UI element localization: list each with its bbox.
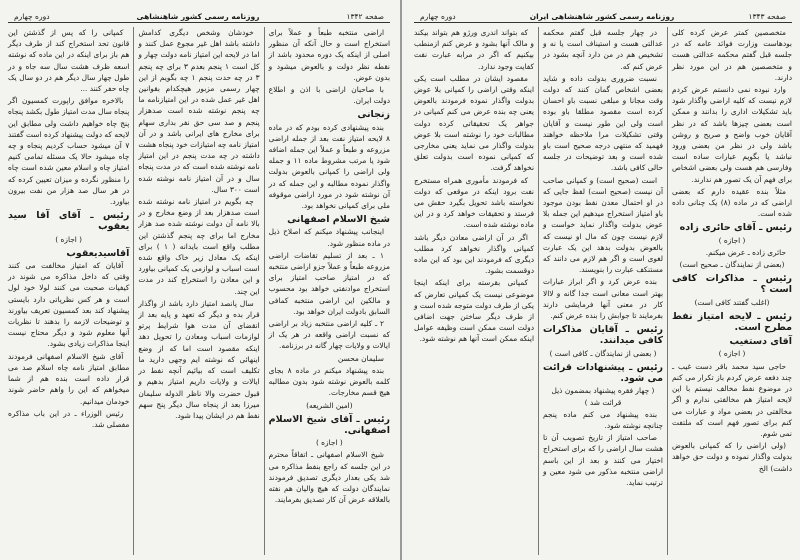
paragraph: متخصصین کمتر عرض کرده کلی بودهاست وزارت فوائد عامه که در جلسه قبل گفتم محکمه عدالتی هست و متخصصین هم در این مورد نظر دارند. bbox=[672, 28, 792, 82]
paragraph: وارد نبوده نمی دانستم عرض کردم لازم نیست که کلیه اراضی واگذار شود باید تشکیلات اداری را بدانند و ممکن است بعضی چیزها باشد که در نظر آقایان خوب واضح و صریح و روشن باشد ولی در نظر من بعضی ورود نباشد یا بگویم عبارات ساده است وفارسی هم هست ولی بعضی اشخاص برای فهم آن یک تصور هم ندارند. bbox=[672, 85, 792, 184]
speaker-heading: آقاسیدیعقوب bbox=[66, 247, 130, 259]
speaker-heading: رئیس ـ مذاکرات کافی است ؟ bbox=[672, 273, 792, 296]
paragraph: مقصود ایشان در مطلب است یکی اینکه وقتی اراضی را کمپانی بلا عوض بدولت واگذار نموده فرمودند بالعوض یعنی چه بنده عرض می کنم کمپانی در جواهر یک تحقیقاتی کرده دولت مطالبات خود را نوشته است بلا عوض بدولت واگذار می نماید یعنی مخارجی که کمپانی نموده است بدولت تعلق نخواهد گرفت. bbox=[414, 73, 534, 173]
paragraph: کمپانی بقرسته برای اینکه اینجا موضوعی نیست یک کمپانی تعارض که یکی از طرف دولت متوجه شده است و از طرف دیگر ساختن جهت اضافی دولت است ممکن است وظیفه عوامل اینکه ممکن است آنها هم نوشته شود. bbox=[414, 278, 534, 344]
text-column bbox=[667, 27, 796, 555]
paragraph: آقای شیخ الاسلام اصفهانی فرمودند مطابق امتیاز نامه چاه اسلام صد می قرار داده است بنده هم از شما میخواهم که این را واهم حاضر شوند خودمان میدانیم. bbox=[8, 351, 130, 406]
newspaper-title: روزنامه رسمی کشور شاهنشاهی ایران bbox=[529, 12, 675, 21]
paragraph: شیخ الاسلام اصفهانی ـ اتفاقاً محترم در این جلسه که راجع بنفط مذاکره می شد یکی بعدار دیگری تصدیق فرمودند نمایندگان دولت که هیچ والیان هم نفته بالعلاقه عرض آن کار تصدیق بفرمایند. bbox=[268, 450, 390, 505]
paragraph: صاحب امتیاز از تاریخ تصویب آن تا هشت سال اراضی را که برای استخراج اختیار می کنند و بعد از این باسم اراضی منتخبه مذکور می شود معین و ترتیب نماید. bbox=[543, 433, 663, 487]
speaker-heading: رئیس ـ پیشنهادات قرائت می شود. bbox=[543, 361, 663, 385]
paragraph: سال پانصد امتیاز دارد باشد از واگذار قرار بده و دیگر که تعهد و پایه بعد از انقضای آن مدت هوا شرایط پرتو لوازمات اسباب ومعادن را تحویل دهد اینکه مقصود است اما که از وضع اینهائی که نوشته ایم وجهی دارید ما تکلیف است که بیائیم آنچه نفط در ایالات و ولایات داریم امتیاز بدهیم و قبول حضرت والا ناظر الدوله سلیمان میرزا بعد از پنجاه سال دیگر پنج سهم نفط هم در ایشان پیدا شود. bbox=[138, 298, 260, 420]
paragraph: اراضی منتخبه طبعاً و عملاً برای استخراج است و حال آنکه آن منظور اصلی از اینکه یک دوره محدود باشد از نقطه نظر دولت و بالعوض میشود و بدون عوض. bbox=[268, 28, 390, 82]
paragraph: آقایان که امتیاز مخالفت می کنند وقتی که داخل مذاکره می شوند در کیفیات صحبت می کنند لولا خود لول است و هر کس نظریاتی دارد بایستی پیشنهاد کند بعد کمسیون تعریف بیاورند و توضیحات لازمه را بدهند تا نظریات آنها معلوم شود و دیگر محتاج نیست اینجا مذاکرات زیادی بشود. bbox=[8, 261, 130, 349]
paragraph: بنده پیشنهاد می کنم ماده پنجم چنانچه نوشته شود. bbox=[543, 409, 663, 430]
paragraph: اینجانب پیشنهاد میکنم که اصلاح ذیل در ماده منظور شود. bbox=[268, 227, 390, 248]
speaker-heading: رئیس ـ آقای حائری زاده bbox=[679, 222, 792, 234]
centered-note: ( اجازه ) bbox=[315, 438, 343, 448]
centered-note: ( اجازه ) bbox=[718, 235, 746, 245]
text-column bbox=[4, 27, 133, 555]
page-number: صفحه ۱۳۴۳ bbox=[748, 12, 786, 21]
paragraph: (ولی اراضی را که کمپانی بالعوض بدولت واگذار نموده و دولت حق خواهد داشت) الخ bbox=[672, 441, 792, 473]
paragraph: که فرمودند مأموری همراه مستخرج نفت برود اینکه در موقعی که دولت نخواسته باشد تحویل بگیرد حقش می فرستد و تحقیقات خواهد کرد و در این ماده نوشته شده است. bbox=[414, 175, 534, 230]
paragraph: ۱ ـ بعد از تسلیم تقاضات اراضی مزروعه طبعاً و عملاً جزو اراضی منتخبه که در امتیاز صاحب امتیاز برای استخراج موادنفتی خواهد بود محسوب و مالکین این اراضی منتخبه کمافی السابق بادولت ایران خواهد بود. bbox=[268, 250, 390, 316]
paragraph: سلیمان محسن bbox=[337, 353, 384, 363]
speaker-heading: زنجانی bbox=[357, 109, 390, 121]
centered-note: ( بعضی از نمایندگان ـ کافی است ) bbox=[549, 348, 657, 358]
page-header bbox=[8, 6, 390, 23]
text-column bbox=[538, 27, 667, 555]
text-column bbox=[264, 27, 394, 555]
paragraph: که بتواند اندری ورژو هم بتواند بیکند و مالک آنها بشود و عرض کنم ازمنطب بیکنیم که اگر در مرابه عبارت نفت کفایت وجود ندارد. bbox=[414, 28, 534, 71]
paragraph: حائری زاده ـ عرض میکنم. bbox=[705, 247, 786, 257]
paragraph: خودشان وشخص دیگری کدامش داشته باشد اهل غیر مجوع عمل کنند و اما در لایحه این امتیاز نامه دولت چهار و کل است ۱ پنجم بعدم ۳ برای چه پنجم ۳ در چه حدت پنجم ۱ چه بگویم از این چهار رسمی مزبور هیچکدام بقوانین اهل غیر عمل شده در این امتیازنامه ما چه پنجم نوشته شده است صدهزار پنجم و صد سی حق نفر بداری سهام برای مخارج های ایرانی باشد و در آن امتیاز نامه چه امتیازات خود پنجاه هشت داشته در چه مدت پنجم در این امتیاز نامه نوشته شده است که در مدت پنجاه سال و در آن امتیاز نامه نوشته شده است ۳۰۰ سال. bbox=[138, 28, 260, 194]
volume-label: دوره چهارم bbox=[420, 12, 456, 21]
paragraph: بالاخره موافق راپورت کمسیون اگر پنجاه سال مدت امتیاز طول بکشد پنجاه پنج چاه خواهیم داشت ولی مطابق این لایحه که دولت پیشنهاد کرده است گفتند ۷ آن میشود حساب کردیم پنجاه و چه چاه میشود حالا یک مسئله تمامی کنیم امتیاز چاه و اسلام معین شده است چاه را منظور نگرده و میزان تعیین کرده که در هر سال صد هزار من نفت بیرون بیاورد. bbox=[8, 96, 130, 207]
paragraph: بنده عرض کرد و اگر ابراز عبارات بهتر است معانی است جدا گانه و لاالا کار در معنی آنها فرمایشی دارند بفرمایند تا جوابش را بنده عرض کنم. bbox=[543, 277, 663, 321]
text-column bbox=[133, 27, 263, 555]
paragraph: نسبت ضروری بدولت داده و شاید بعضی اشخاص گمان کنند که دولت وقت مجانا و مبلغی نسبت باو احسان کرده است مقصود مطلقا باو بوده است ولی این طور نیست و آقایان وقتی تشکیلات مرا ملاحظه خواهند فهمید که منتهی درجه صحیح است باو شده است و بعد توضیحات در جلسه حالی کافی باشد. bbox=[543, 73, 663, 173]
speaker-heading: شیخ الاسلام اصفهانی bbox=[287, 214, 390, 226]
paragraph: ۲ ـ کلیه اراضی منتخبه زیاد بر اراضی که نسبت اراضی واقعه در هر یک از ایالات و ولایات چهار گانه در برزنامه. bbox=[268, 319, 390, 351]
centered-note: (امین الشریعه) bbox=[306, 400, 353, 410]
newspaper-title: روزنامه رسمی کشور شاهنشاهی bbox=[136, 12, 260, 21]
columns bbox=[410, 27, 796, 555]
speaker-heading: رئیس ـ آقای آقا سید یعقوب bbox=[8, 210, 130, 233]
page-header bbox=[414, 6, 792, 23]
paragraph: بنده پیشنهادی کرده بودم که در ماده ۸ لایحه امتیاز نفت بعد از جمله اراضی مزروعه و طبعاً و عملاً این جمله اضافه شود یا مرتب مشروط ماده ۱۱ و جمله ولی اراضی را کمپانی بالعوض بدولت واگذار نموده مطالبه و این جمله که در آن نوشته شود در مورد اراضی موقوفه ملی برای کمپانی نخواهد بود. bbox=[268, 122, 390, 211]
paragraph: با صاحبان اراضی با اذن و اطلاع دولت ایران. bbox=[268, 85, 390, 106]
speaker-heading: رئیس ـ آقای شیخ الاسلام اصفهانی. bbox=[268, 413, 390, 436]
paragraph: چه بگویم در امتیاز نامه نوشته شده است صدهزار بعد از وضع مخارج و در بالا نامه آن دولت نوشته شده صد هزار مخارج اما برای چه پنجم گذشتن این مطلب واقع است بایدانه ( ۱ ) برای اینکه یک معادل زیر خاک واقع شده است اسباب و لوازمی یک کمپانی بیاورد و این معادن را استخراج کند در مدت این چند. bbox=[138, 197, 260, 296]
paragraph: رئیس الوزراء ـ در این باب مذاکره مفصلی شد. bbox=[8, 408, 130, 429]
text-column bbox=[410, 27, 538, 555]
columns bbox=[4, 27, 394, 555]
paragraph: است (صحیح است) و کمپانی صاحب آن نیست (صحیح است) لفظ جایی که در او احتمال معدن نفط بودن موجود باو امتیاز استخراج میدهیم این جمله بلا عوض بدولت واگذار نماید خواست و لازم نیست چون که مال او نیست که بالعوض بدولت بدهد این یک عبارت لغوی است و اگر هم لازم می دانند که مستنکف عبارت را بنویسند. bbox=[543, 175, 663, 275]
paragraph: در چهار جلسه قبل گفتم محکمه عدالتی هست و استیناف است یا نه و تشخیص هم در من دارد آنچه بشود در عرض کنم که. bbox=[543, 28, 663, 71]
volume-label: دوره چهارم bbox=[14, 12, 50, 21]
paragraph: اگر در آن اراضی معادن دیگر باشد کمپانی واگذار نخواهد کرد مطلب دیگری که فرمودند این بود که این ماده دوقسمت بشود. bbox=[414, 232, 534, 276]
speaker-heading: رئیس ـ لایحه امتیاز نفط مطرح است. bbox=[672, 310, 792, 334]
paragraph: بنده پیشنهاد میکنم در ماده ۸ بجای کلمه بالعوض نوشته شود بدون مطالبه هیچ قسم مخارجات. bbox=[268, 365, 390, 398]
paragraph: حاجی سید محمد باقر دست غیب ـ چند دفعه عرض کردم باز تکرار می کنم در موضوع نفط مخالف نیستم با این لایحه امتیاز هم مخالفتی ندارم و اگر مخالفتی در بعضی مواد و عبارات می کنم برای تصور فهم است که ملتفت نمی شوم. bbox=[672, 361, 792, 438]
centered-note: ( اجازه ) bbox=[718, 349, 746, 359]
speaker-heading: رئیس ـ آقایان مذاکرات کافی میدانند. bbox=[543, 324, 663, 347]
centered-note: (بعضی از نمایندگان ـ صحیح است) bbox=[679, 260, 785, 270]
speaker-heading: آقای دستغیب bbox=[729, 336, 792, 348]
centered-note: ( اجازه ) bbox=[55, 234, 83, 244]
page-number: صفحه ۱۳۴۲ bbox=[346, 12, 384, 21]
paragraph: مثلاً بنده عقیده دارم که بعضی اراضی که در ماده (۸) یک چنانی داده شده است. bbox=[672, 186, 792, 219]
paragraph: کمپانی را که پس از گذشتن این قانون تحد استخراج کند از طرف دیگر هم باز برای اینکه در این ماده که نوشته اسعه ظرف هشت سال سه جاه و در طول چهار سال دیگر هم در دو سال یک چاه حفر کنند ... bbox=[8, 28, 130, 94]
centered-note: (اغلب گفتند کافی است) bbox=[694, 297, 770, 307]
right-page bbox=[400, 0, 800, 560]
centered-note: ( چهار فقره پیشنهاد بمضمون ذیل قرائت شد ) bbox=[551, 386, 655, 407]
